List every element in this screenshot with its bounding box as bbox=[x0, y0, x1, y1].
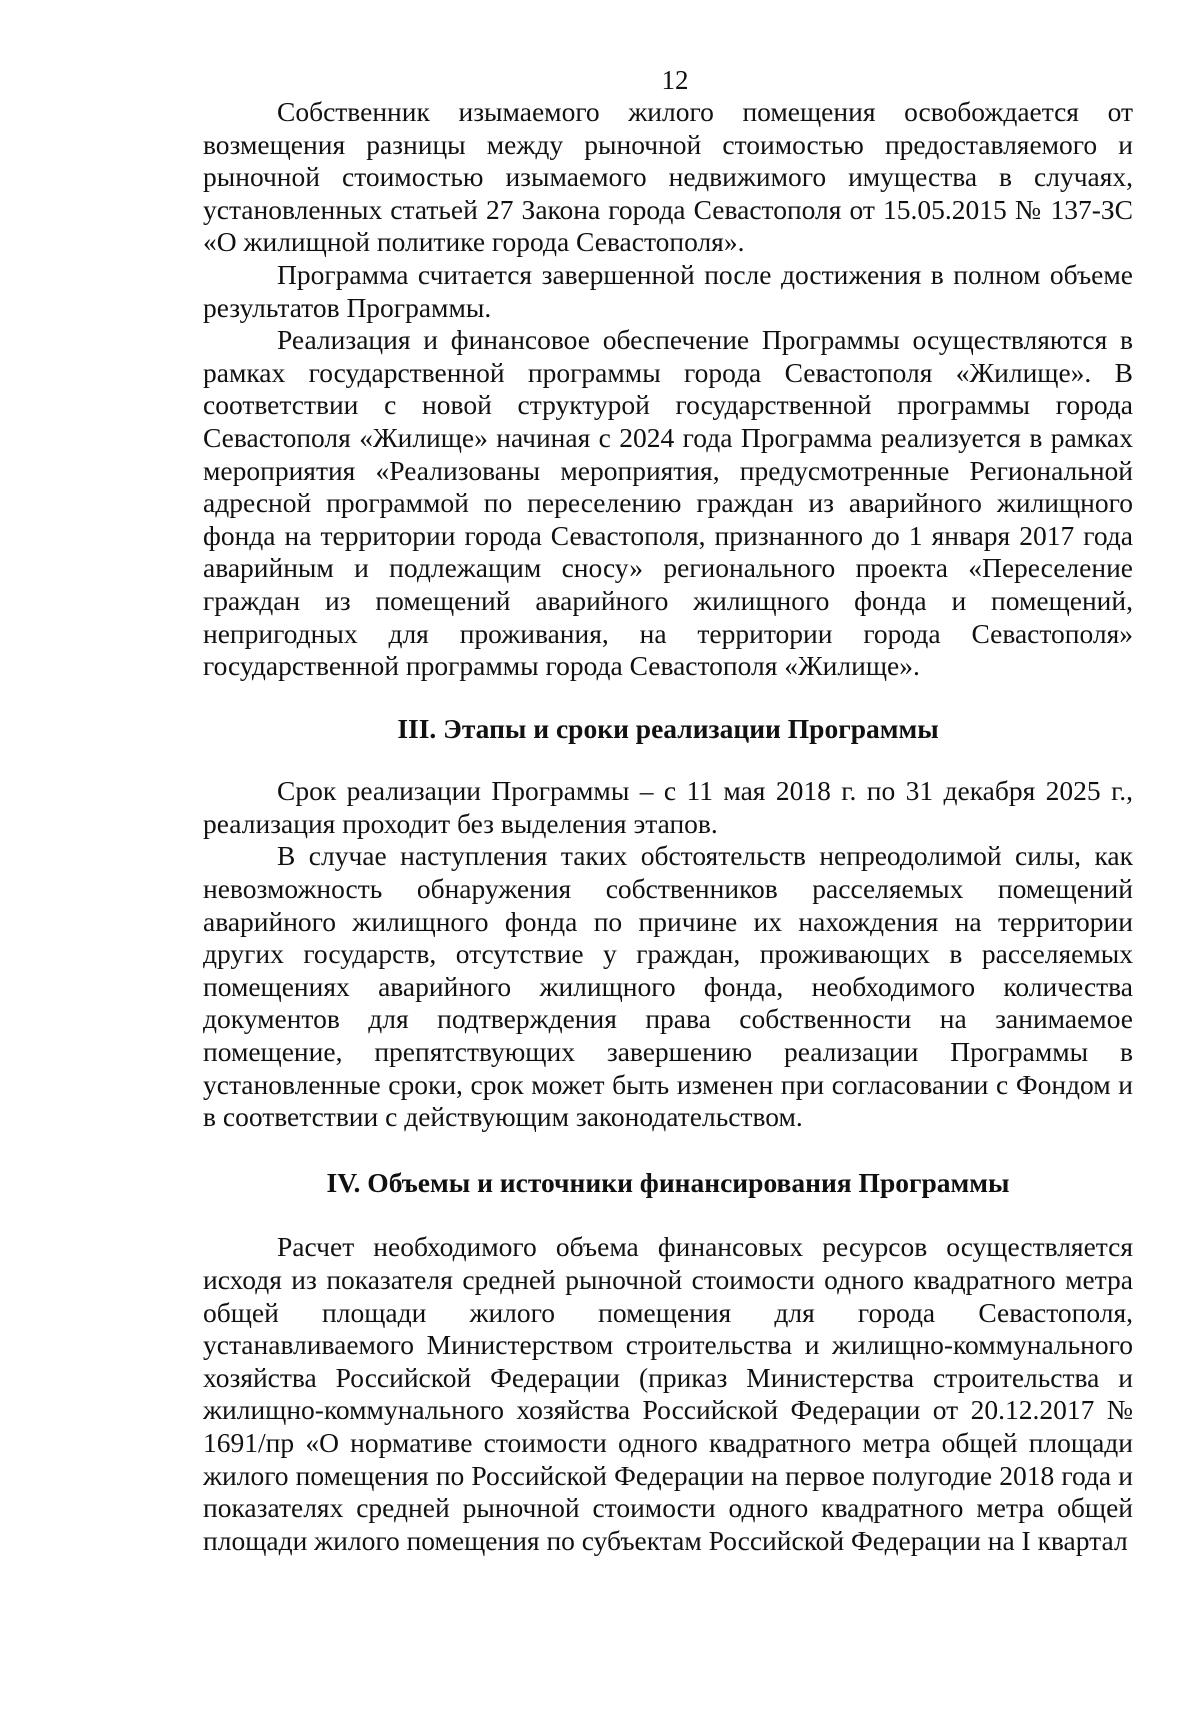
paragraph-program-implementation: Реализация и финансовое обеспечение Программы осуществляются в рамках государственной программы города Севастополя «Жилище». В соответствии с новой структурой государственной программы города Севастополя «Жилище» начиная с 2024 года Программа реализуется в рамках мероприятия «Реализованы мероприятия, предусмотренные Региональной адресной программой по переселению граждан из аварийного жилищного фонда на территории города Севастополя, признанного до 1 января 2017 года аварийным и подлежащим сносу» регионального проекта «Переселение граждан из помещений аварийного жилищного фонда и помещений, непригодных для проживания, на территории города Севастополя» государственной программы города Севастополя «Жилище». bbox=[203, 324, 1133, 682]
section-4-heading: IV. Объемы и источники финансирования Программы bbox=[326, 1166, 1010, 1198]
paragraph-implementation-period: Срок реализации Программы – с 11 мая 2018 г. по 31 декабря 2025 г., реализация проходит без выделения этапов. bbox=[203, 775, 1133, 839]
document-page bbox=[203, 64, 1133, 1557]
paragraph-owner-exemption: Собственник изымаемого жилого помещения освобождается от возмещения разницы между рыночной стоимостью предоставляемого и рыночной стоимостью изымаемого недвижимого имущества в случаях, установленных статьей 27 Закона города Севастополя от 15.05.2015 № 137-ЗС «О жилищной политике города Севастополя». bbox=[203, 96, 1133, 258]
paragraph-program-completion: Программа считается завершенной после достижения в полном объеме результатов Программы. bbox=[203, 258, 1133, 323]
page-number: 12 bbox=[661, 65, 689, 95]
paragraph-force-majeure: В случае наступления таких обстоятельств непреодолимой силы, как невозможность обнаружения собственников расселяемых помещений аварийного жилищного фонда по причине их нахождения на территории других государств, отсутствие у граждан, проживающих в расселяемых помещениях аварийного жилищного фонда, необходимого количества документов для подтверждения права собственности на занимаемое помещение, препятствующих завершению реализации Программы в установленные сроки, срок может быть изменен при согласовании с Фондом и в соответствии с действующим законодательством. bbox=[203, 840, 1133, 1133]
section-3-heading: III. Этапы и сроки реализации Программы bbox=[397, 712, 939, 744]
paragraph-financing-calculation: Расчет необходимого объема финансовых ресурсов осуществляется исходя из показателя средней рыночной стоимости одного квадратного метра общей площади жилого помещения для города Севастополя, устанавливаемого Министерством строительства и жилищно-коммунального хозяйства Российской Федерации (приказ Министерства строительства и жилищно-коммунального хозяйства Российской Федерации от 20.12.2017 № 1691/пр «О нормативе стоимости одного квадратного метра общей площади жилого помещения по Российской Федерации на первое полугодие 2018 года и показателях средней рыночной стоимости одного квадратного метра общей площади жилого помещения по субъектам Российской Федерации на I квартал bbox=[203, 1231, 1133, 1556]
